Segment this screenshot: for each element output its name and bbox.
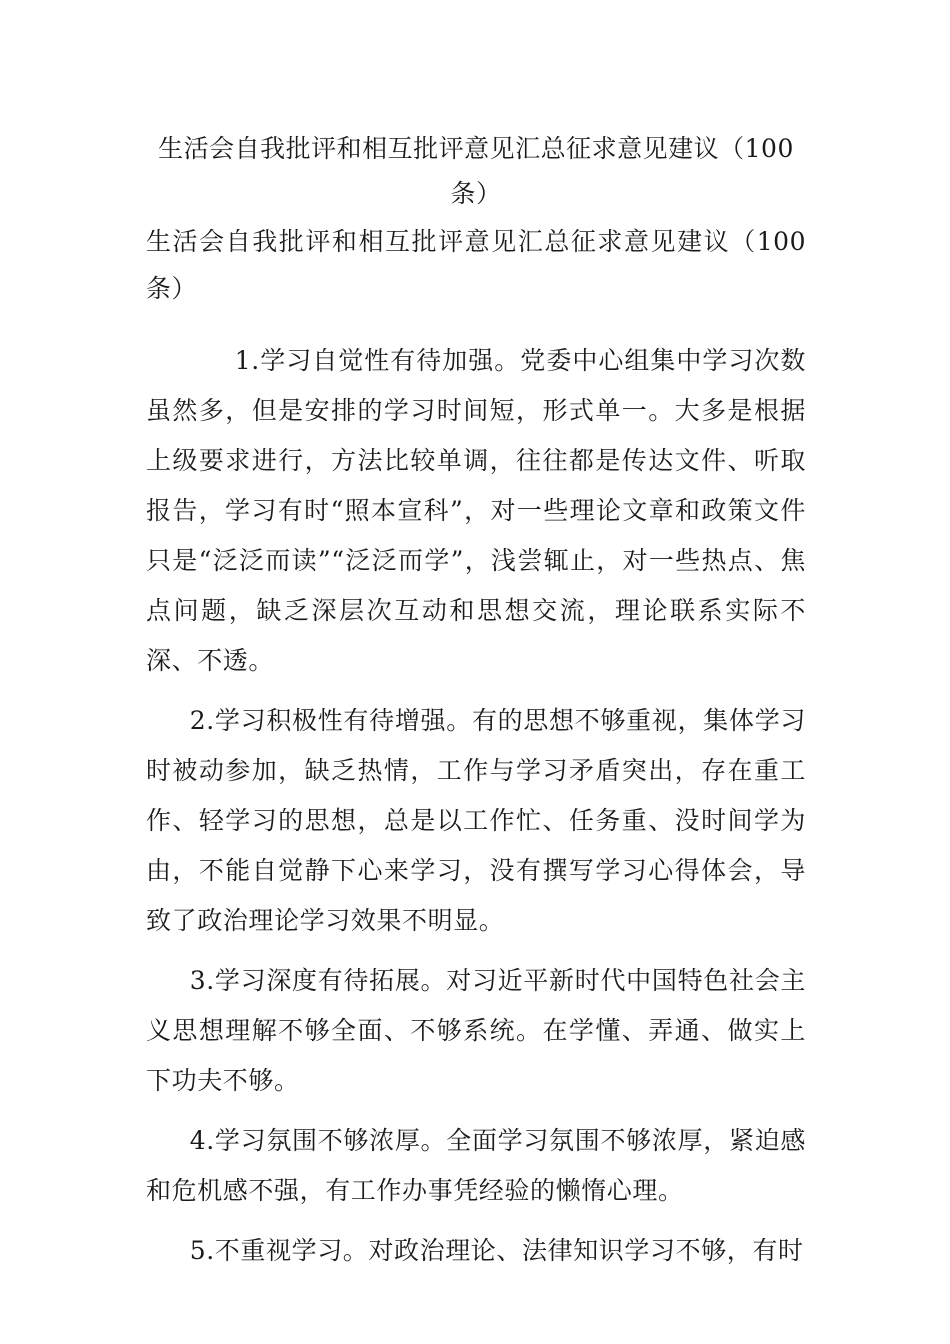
document-body: [146, 126, 806, 1286]
paragraph-2: 2.学习积极性有待增强。有的思想不够重视，集体学习时被动参加，缺乏热情，工作与学习矛盾突出，存在重工作、轻学习的思想，总是以工作忙、任务重、没时间学为由，不能自觉静下心来学习，没有撰写学习心得体会，导致了政治理论学习效果不明显。: [146, 706, 806, 935]
document-title: 生活会自我批评和相互批评意见汇总征求意见建议（100条）: [158, 134, 794, 208]
document-subtitle: 生活会自我批评和相互批评意见汇总征求意见建议（100条）: [146, 227, 806, 303]
paragraph-3: 3.学习深度有待拓展。对习近平新时代中国特色社会主义思想理解不够全面、不够系统。在学懂、弄通、做实上下功夫不够。: [146, 966, 806, 1095]
paragraph-1: 1.学习自觉性有待加强。党委中心组集中学习次数虽然多，但是安排的学习时间短，形式单一。大多是根据上级要求进行，方法比较单调，往往都是传达文件、听取报告，学习有时“照本宣科”，对一些理论文章和政策文件只是“泛泛而读”“泛泛而学”，浅尝辄止，对一些热点、焦点问题，缺乏深层次互动和思想交流，理论联系实际不深、不透。: [146, 346, 806, 675]
paragraph-4: 4.学习氛围不够浓厚。全面学习氛围不够浓厚，紧迫感和危机感不强，有工作办事凭经验的懒惰心理。: [146, 1126, 806, 1205]
paragraph-5: 5.不重视学习。对政治理论、法律知识学习不够，有时: [189, 1236, 804, 1265]
